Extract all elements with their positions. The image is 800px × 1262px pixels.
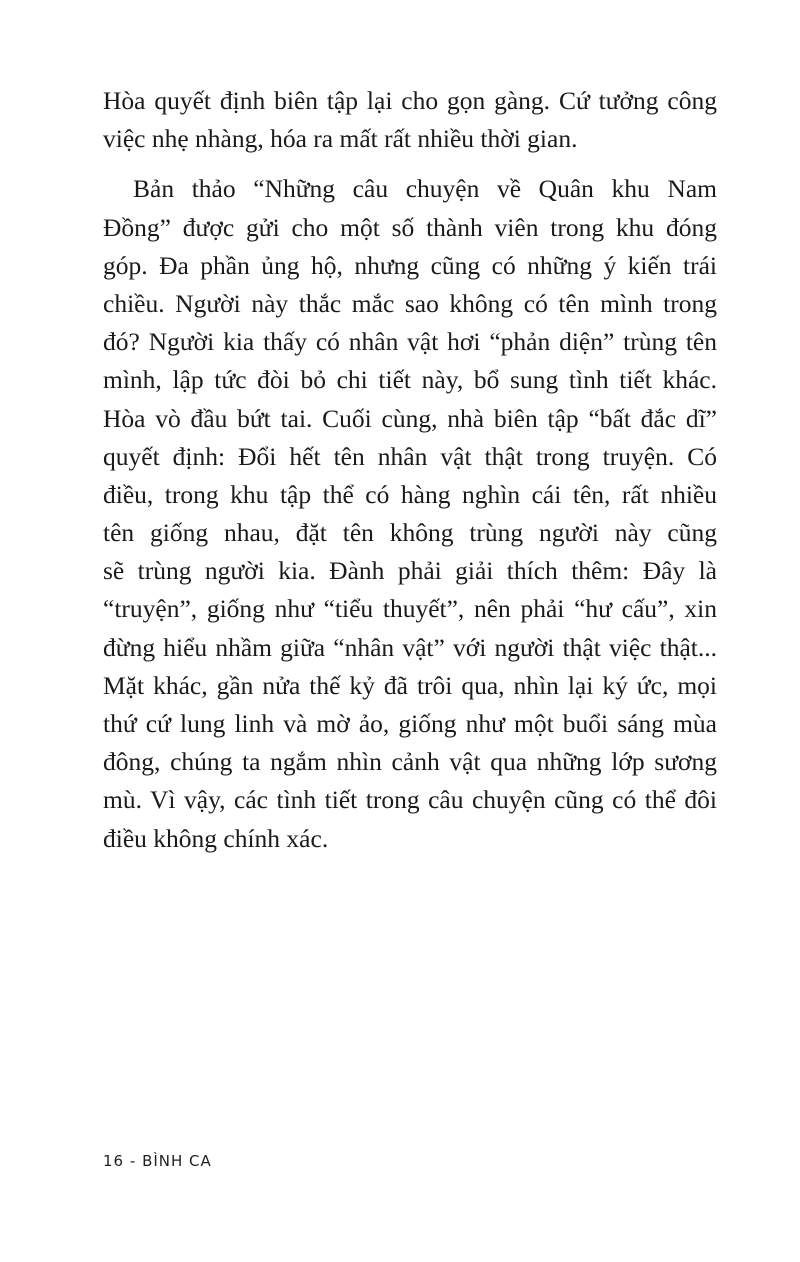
body-text <box>103 82 717 870</box>
paragraph <box>103 170 717 857</box>
text-line: thứ cứ lung linh và mờ ảo, giống như một buổi sáng mùa <box>103 709 717 738</box>
text-line: điều, trong khu tập thể có hàng nghìn cái tên, rất nhiều <box>103 479 717 509</box>
text-line: Hòa vò đầu bứt tai. Cuối cùng, nhà biên tập “bất đắc dĩ” <box>103 403 717 433</box>
text-line: “truyện”, giống như “tiểu thuyết”, nên phải “hư cấu”, xin <box>103 594 717 624</box>
page-number: 16 <box>103 1152 125 1170</box>
text-line: đừng hiểu nhầm giữa “nhân vật” với người thật việc thật... <box>103 632 717 662</box>
book-title: BÌNH CA <box>142 1152 212 1170</box>
text-line: góp. Đa phần ủng hộ, nhưng cũng có những ý kiến trái <box>103 250 717 280</box>
text-line: điều không chính xác. <box>103 823 329 853</box>
paragraph <box>103 82 717 158</box>
text-line: tên giống nhau, đặt tên không trùng người này cũng <box>103 518 717 548</box>
text-line: Mặt khác, gần nửa thế kỷ đã trôi qua, nhìn lại ký ức, mọi <box>103 670 717 700</box>
text-line: đông, chúng ta ngắm nhìn cảnh vật qua những lớp sương <box>103 747 717 777</box>
footer-separator: - <box>129 1152 137 1170</box>
page-footer <box>103 1152 212 1170</box>
text-line: đó? Người kia thấy có nhân vật hơi “phản diện” trùng tên <box>103 327 717 357</box>
text-line: Đồng” được gửi cho một số thành viên trong khu đóng <box>103 212 717 242</box>
text-line: mình, lập tức đòi bỏ chi tiết này, bổ sung tình tiết khác. <box>103 365 717 395</box>
text-line: chiều. Người này thắc mắc sao không có tên mình trong <box>103 288 717 318</box>
text-line: Bản thảo “Những câu chuyện về Quân khu Nam <box>133 174 717 204</box>
text-line: Hòa quyết định biên tập lại cho gọn gàng. Cứ tưởng công <box>103 86 717 115</box>
text-line: quyết định: Đổi hết tên nhân vật thật trong truyện. Có <box>103 441 717 471</box>
text-line: sẽ trùng người kia. Đành phải giải thích thêm: Đây là <box>103 556 717 586</box>
text-line: mù. Vì vậy, các tình tiết trong câu chuyện cũng có thể đôi <box>103 785 717 815</box>
text-line: việc nhẹ nhàng, hóa ra mất rất nhiều thời gian. <box>103 124 578 154</box>
